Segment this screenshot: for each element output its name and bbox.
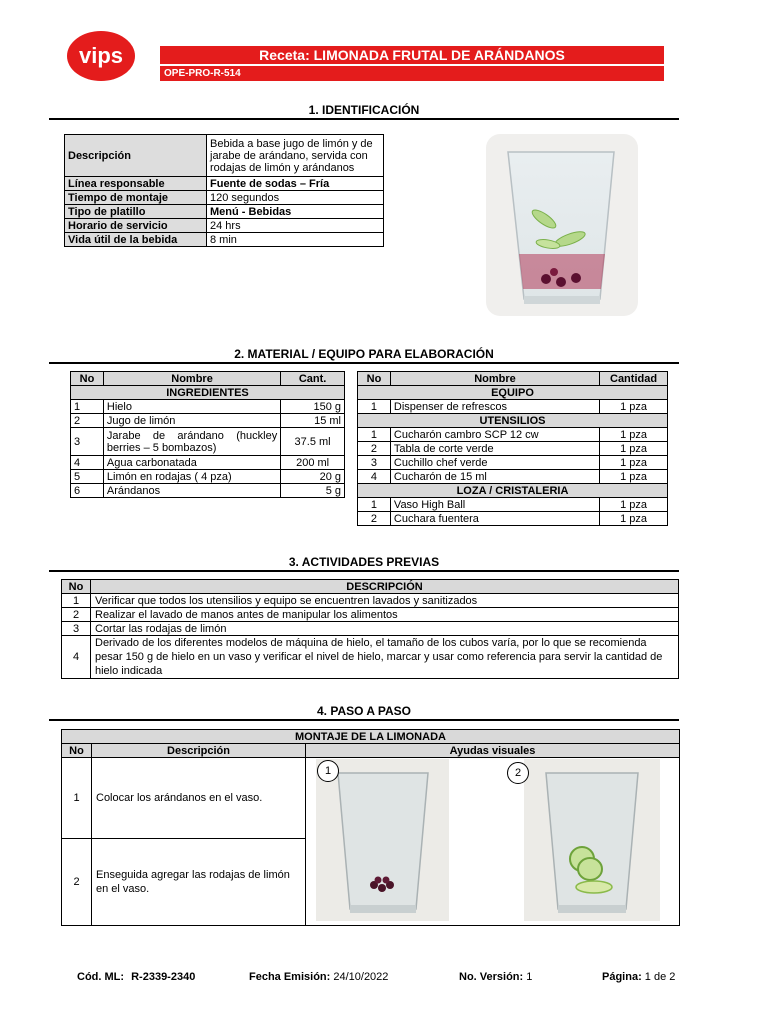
col-header: Cantidad	[600, 372, 668, 386]
row-text: Realizar el lavado de manos antes de manipular los alimentos	[91, 608, 679, 622]
row-name: Tabla de corte verde	[390, 442, 599, 456]
row-name: Cucharón cambro SCP 12 cw	[390, 428, 599, 442]
footer-version-label: No. Versión:	[459, 971, 524, 983]
vips-logo	[66, 30, 136, 82]
row-no: 4	[358, 470, 391, 484]
table-row	[65, 191, 384, 205]
id-value: 8 min	[207, 233, 384, 247]
visual-aid-number-2: 2	[507, 762, 529, 784]
row-qty: 150 g	[281, 400, 345, 414]
row-no: 3	[358, 456, 391, 470]
visual-aid-photo-1	[316, 759, 449, 921]
footer-code-value: R-2339-2340	[131, 971, 196, 983]
row-no: 5	[71, 470, 104, 484]
row-no: 2	[62, 608, 91, 622]
visual-aid-photo-2	[524, 759, 660, 921]
section-divider	[49, 570, 679, 572]
section-3-title: 3. ACTIVIDADES PREVIAS	[288, 555, 440, 569]
table-title: MONTAJE DE LA LIMONADA	[62, 730, 680, 744]
row-qty: 1 pza	[600, 512, 668, 526]
table-row	[358, 442, 668, 456]
row-no: 3	[71, 428, 104, 456]
row-name: Hielo	[103, 400, 280, 414]
col-header: Nombre	[103, 372, 280, 386]
table-row	[358, 470, 668, 484]
table-row	[65, 205, 384, 219]
footer-date	[249, 971, 388, 983]
table-row	[71, 414, 345, 428]
group-row	[358, 484, 668, 498]
section-divider	[49, 719, 679, 721]
table-row	[62, 608, 679, 622]
row-text: Derivado de los diferentes modelos de máquina de hielo, el tamaño de los cubos varía, por lo que se recomienda pesar 150 g de hielo en un vaso y verificar el nivel de hielo, marcar y usar como referencia para servir la cantidad de hielo indicada	[91, 636, 679, 679]
logo-text: vips	[78, 43, 124, 68]
row-qty: 200 ml	[281, 456, 345, 470]
row-no: 4	[71, 456, 104, 470]
table-row	[71, 428, 345, 456]
table-row	[358, 428, 668, 442]
footer-code	[77, 971, 195, 983]
id-value: Menú - Bebidas	[207, 205, 384, 219]
id-label: Descripción	[65, 135, 207, 177]
footer-date-label: Fecha Emisión:	[249, 971, 331, 983]
row-no: 2	[71, 414, 104, 428]
row-qty: 5 g	[281, 484, 345, 498]
row-qty: 1 pza	[600, 400, 668, 414]
footer-code-label: Cód. ML:	[77, 971, 125, 983]
row-no: 1	[358, 428, 391, 442]
table-row	[62, 636, 679, 679]
id-label: Vida útil de la bebida	[65, 233, 207, 247]
col-header: No	[62, 580, 91, 594]
table-row	[65, 219, 384, 233]
id-value: Bebida a base jugo de limón y de jarabe de arándano, servida con rodajas de limón y arándanos	[207, 135, 384, 177]
footer-page-value: 1 de 2	[644, 971, 676, 983]
group-label: EQUIPO	[358, 386, 668, 400]
table-row	[71, 484, 345, 498]
group-label: LOZA / CRISTALERIA	[358, 484, 668, 498]
table-header-row	[71, 372, 345, 386]
group-row	[358, 386, 668, 400]
step-text: Colocar los arándanos en el vaso.	[92, 758, 306, 839]
col-header: Nombre	[390, 372, 599, 386]
group-label: UTENSILIOS	[358, 414, 668, 428]
group-row	[71, 386, 345, 400]
footer-version-value: 1	[526, 971, 533, 983]
section-1-title: 1. IDENTIFICACIÓN	[308, 103, 420, 117]
step-no: 2	[62, 839, 92, 926]
table-row	[65, 233, 384, 247]
col-header: Ayudas visuales	[306, 744, 680, 758]
row-text: Verificar que todos los utensilios y equipo se encuentren lavados y sanitizados	[91, 594, 679, 608]
previous-activities-table	[61, 579, 679, 679]
row-no: 2	[358, 512, 391, 526]
row-qty: 1 pza	[600, 470, 668, 484]
row-name: Jugo de limón	[103, 414, 280, 428]
table-row	[65, 135, 384, 177]
footer-version	[459, 971, 532, 983]
row-name: Dispenser de refrescos	[390, 400, 599, 414]
row-no: 2	[358, 442, 391, 456]
row-text: Cortar las rodajas de limón	[91, 622, 679, 636]
row-no: 1	[358, 498, 391, 512]
table-row	[71, 456, 345, 470]
row-qty: 1 pza	[600, 442, 668, 456]
id-value: Fuente de sodas – Fría	[207, 177, 384, 191]
table-row	[62, 622, 679, 636]
row-name: Limón en rodajas ( 4 pza)	[103, 470, 280, 484]
table-row	[65, 177, 384, 191]
ingredients-table	[70, 371, 345, 498]
row-qty: 1 pza	[600, 428, 668, 442]
row-qty: 1 pza	[600, 498, 668, 512]
row-name: Cuchara fuentera	[390, 512, 599, 526]
recipe-title: Receta: LIMONADA FRUTAL DE ARÁNDANOS	[160, 46, 664, 64]
col-header: Descripción	[92, 744, 306, 758]
row-name: Cucharón de 15 ml	[390, 470, 599, 484]
step-text: Enseguida agregar las rodajas de limón en el vaso.	[92, 839, 306, 926]
group-label: INGREDIENTES	[71, 386, 345, 400]
row-name: Arándanos	[103, 484, 280, 498]
col-header: No	[62, 744, 92, 758]
table-row	[358, 400, 668, 414]
id-value: 120 segundos	[207, 191, 384, 205]
row-no: 4	[62, 636, 91, 679]
row-qty: 1 pza	[600, 456, 668, 470]
section-divider	[49, 362, 679, 364]
row-no: 1	[62, 594, 91, 608]
drink-photo	[486, 134, 638, 316]
row-qty: 15 ml	[281, 414, 345, 428]
table-header-row	[62, 744, 680, 758]
step-no: 1	[62, 758, 92, 839]
col-header: No	[71, 372, 104, 386]
id-label: Tiempo de montaje	[65, 191, 207, 205]
col-header: No	[358, 372, 391, 386]
row-no: 6	[71, 484, 104, 498]
col-header: DESCRIPCIÓN	[91, 580, 679, 594]
section-2-title: 2. MATERIAL / EQUIPO PARA ELABORACIÓN	[234, 347, 494, 361]
row-no: 3	[62, 622, 91, 636]
visual-aid-number-1: 1	[317, 760, 339, 782]
col-header: Cant.	[281, 372, 345, 386]
identification-table	[64, 134, 384, 247]
table-header-row	[62, 580, 679, 594]
table-row	[71, 400, 345, 414]
id-label: Horario de servicio	[65, 219, 207, 233]
id-label: Línea responsable	[65, 177, 207, 191]
row-name: Vaso High Ball	[390, 498, 599, 512]
footer-date-value: 24/10/2022	[333, 971, 389, 983]
section-divider	[49, 118, 679, 120]
group-row	[358, 414, 668, 428]
table-row	[358, 456, 668, 470]
recipe-code: OPE-PRO-R-514	[160, 66, 664, 81]
footer-page	[602, 971, 675, 983]
row-name: Agua carbonatada	[103, 456, 280, 470]
row-no: 1	[71, 400, 104, 414]
row-no: 1	[358, 400, 391, 414]
table-row	[358, 512, 668, 526]
table-header-row	[358, 372, 668, 386]
row-qty: 37.5 ml	[281, 428, 345, 456]
table-row	[62, 594, 679, 608]
footer-page-label: Página:	[602, 971, 642, 983]
row-name: Cuchillo chef verde	[390, 456, 599, 470]
section-4-title: 4. PASO A PASO	[316, 704, 412, 718]
id-label: Tipo de platillo	[65, 205, 207, 219]
table-title-row	[62, 730, 680, 744]
table-row	[71, 470, 345, 484]
table-row	[358, 498, 668, 512]
row-name: Jarabe de arándano (huckley berries – 5 bombazos)	[103, 428, 280, 456]
row-qty: 20 g	[281, 470, 345, 484]
equipment-table	[357, 371, 668, 526]
id-value: 24 hrs	[207, 219, 384, 233]
